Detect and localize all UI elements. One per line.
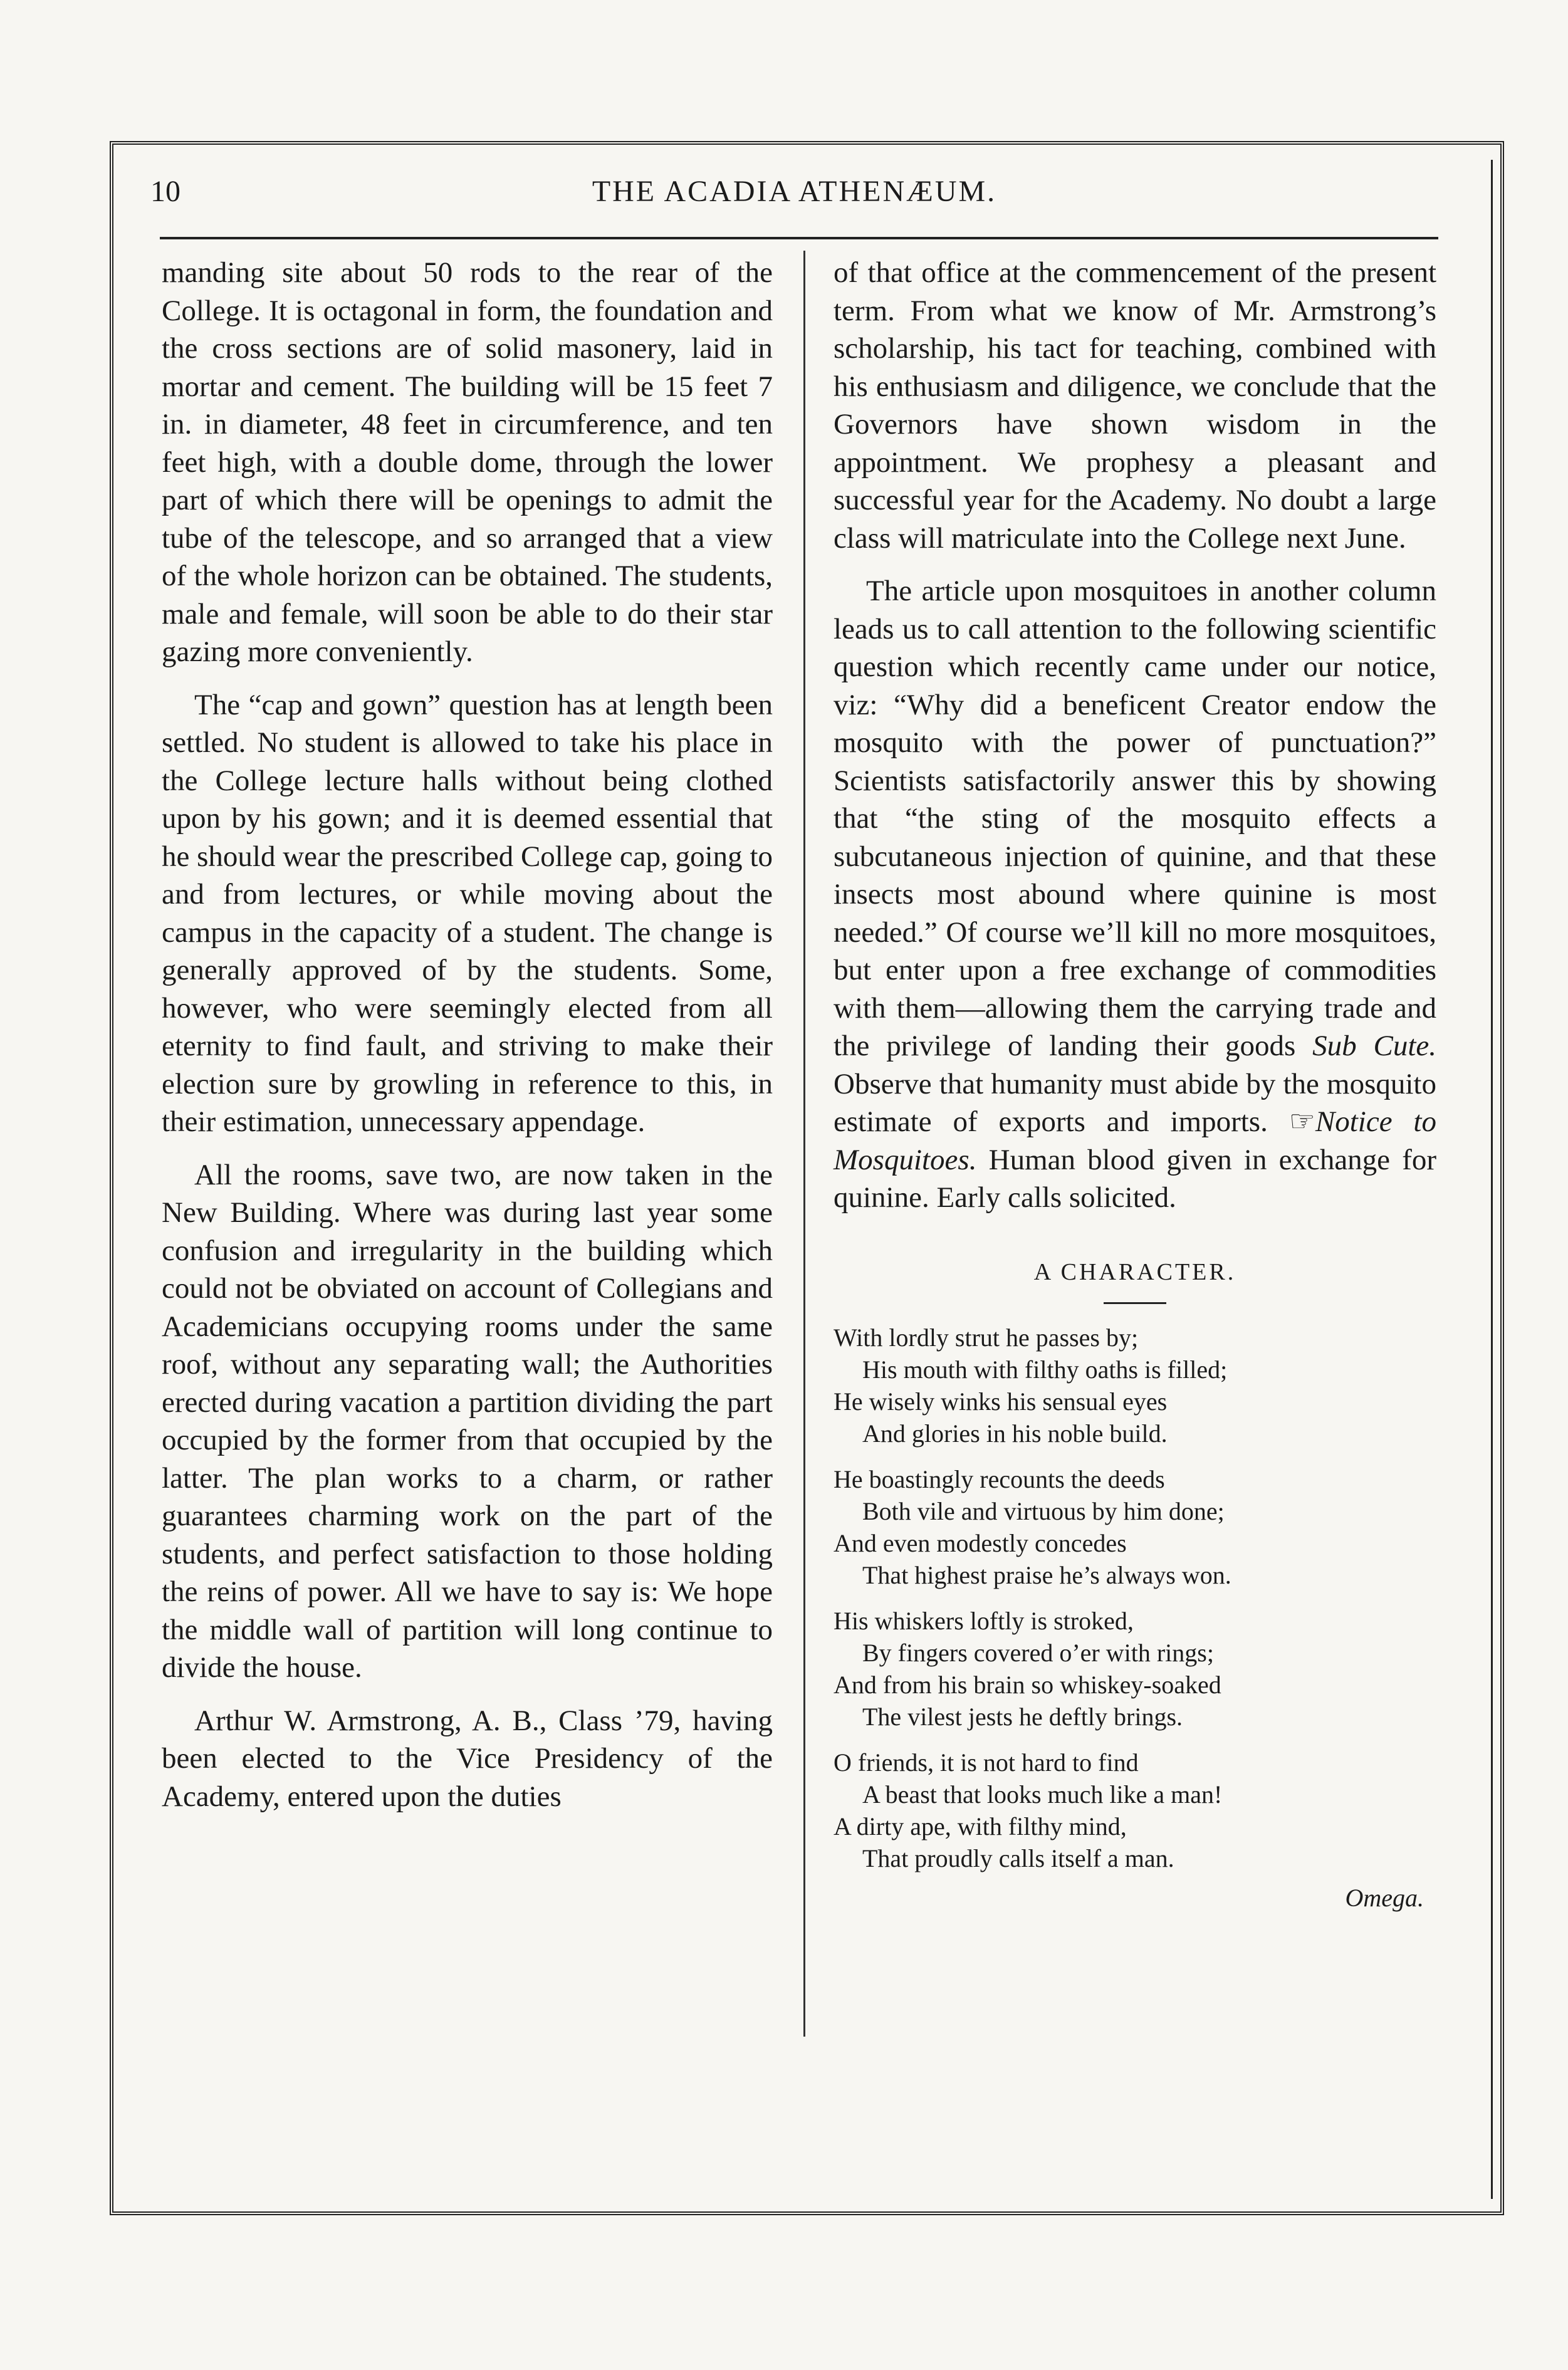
column-divider <box>803 251 805 2037</box>
paragraph-armstrong-continued: of that office at the commencement of the present term. From what we know of Mr. Armstrong’s scholarship, his tact for teaching, combined with his enthusiasm and diligence, we conclude that the Governors have shown wisdom in the appointment. We prophesy a pleasant and successful year for the Academy. No doubt a large class will matriculate into the College next June. <box>834 256 1436 555</box>
header-rule <box>160 237 1438 239</box>
paragraph-observatory: manding site about 50 rods to the rear of the College. It is octagonal in form, the foundation and the cross sections are of solid masonery, laid in mortar and cement. The building will be 15 feet 7 in. in diameter, 48 feet in circumference, and ten feet high, with a double dome, through the lower part of which there will be openings to admit the tube of the telescope, and so arranged that a view of the whole horizon can be obtained. The students, male and female, will soon be able to do their star gazing more conveniently. <box>162 256 773 668</box>
poem-stanza <box>834 1463 1436 1591</box>
left-column <box>162 254 773 1830</box>
notice-italic: Notice to Mosquitoes. <box>834 1105 1436 1176</box>
paragraph-mosquitoes <box>834 572 1436 1217</box>
poem <box>834 1322 1436 1914</box>
border-inner-rule <box>1491 160 1493 2199</box>
poem-title-rule <box>1104 1302 1166 1304</box>
paragraph-cap-and-gown: The “cap and gown” question has at length been settled. No student is allowed to take his place in the College lecture halls without being clothed upon by his gown; and it is deemed essential that he should wear the prescribed College cap, going to and from lectures, or while moving about the campus in the capacity of a student. The change is generally approved of by the students. Some, however, who were seemingly elected from all eternity to find fault, and striving to make their election sure by growling in reference to this, in their estimation, unnecessary appendage. <box>162 688 773 1138</box>
poem-line: That highest praise he’s always won. <box>862 1561 1231 1589</box>
poem-line: O friends, it is not hard to find <box>834 1748 1139 1777</box>
poem-line: That proudly calls itself a man. <box>862 1844 1174 1872</box>
poem-signature: Omega. <box>1345 1884 1424 1912</box>
poem-line: With lordly strut he passes by; <box>834 1323 1139 1352</box>
paragraph-new-building: All the rooms, save two, are now taken in the New Building. Where was during last year some confusion and irregularity in the building which could not be obviated on account of Collegians and Academicians occupying rooms under the same roof, without any separating wall; the Authorities erected during vacation a partition dividing the part occupied by the former from that occupied by the latter. The plan works to a charm, or rather guarantees charming work on the part of the students, and perfect satisfaction to those holding the reins of power. All we have to say is: We hope the middle wall of partition will long continue to divide the house. <box>162 1158 773 1684</box>
poem-line: The vilest jests he deftly brings. <box>862 1703 1183 1731</box>
poem-stanza <box>834 1746 1436 1874</box>
poem-line: Both vile and virtuous by him done; <box>862 1497 1225 1525</box>
poem-line: His whiskers loftly is stroked, <box>834 1607 1134 1635</box>
poem-stanza <box>834 1322 1436 1449</box>
poem-line: And from his brain so whiskey-soaked <box>834 1671 1221 1699</box>
poem-line: By fingers covered o’er with rings; <box>862 1639 1214 1667</box>
sub-cute-italic: Sub Cute. <box>1312 1030 1437 1062</box>
poem-stanza <box>834 1605 1436 1733</box>
mosquito-text-start: The article upon mosquitoes in another column leads us to call attention to the following scientific question which recently came under our notice, viz: “Why did a beneficent Creator endow the mosquito with the power of punctuation?” Scientists satisfactorily answer this by showing that “the sting of the mosquito effects a subcutaneous injection of quinine, and that these insects most abound where quinine is most needed.” Of course we’ll kill no more mosquitoes, but enter upon a free exchange of commodities with them—allowing them the carrying trade and the privilege of landing their goods <box>834 575 1436 1062</box>
poem-line: And glories in his noble build. <box>862 1419 1168 1448</box>
poem-line: He wisely winks his sensual eyes <box>834 1387 1168 1416</box>
pointing-hand-icon: ☞ <box>1288 1105 1315 1138</box>
paragraph-armstrong: Arthur W. Armstrong, A. B., Class ’79, having been elected to the Vice Presidency of the Academy, entered upon the duties <box>162 1704 773 1813</box>
page-header <box>150 169 1438 226</box>
page-number: 10 <box>150 175 180 208</box>
mosquito-text-middle: Observe that humanity must abide by the mosquito estimate of exports and imports. <box>834 1067 1436 1138</box>
poem-line: A dirty ape, with filthy mind, <box>834 1812 1127 1840</box>
poem-title: A CHARACTER. <box>1033 1258 1236 1285</box>
poem-line: And even modestly concedes <box>834 1529 1127 1557</box>
mosquito-text-end: Human blood given in exchange for quinine. Early calls solicited. <box>834 1143 1436 1214</box>
poem-line: He boastingly recounts the deeds <box>834 1465 1165 1493</box>
running-title: THE ACADIA ATHENÆUM. <box>592 175 997 208</box>
right-column <box>834 254 1436 1914</box>
poem-line: A beast that looks much like a man! <box>862 1780 1223 1809</box>
poem-line: His mouth with filthy oaths is filled; <box>862 1355 1228 1384</box>
